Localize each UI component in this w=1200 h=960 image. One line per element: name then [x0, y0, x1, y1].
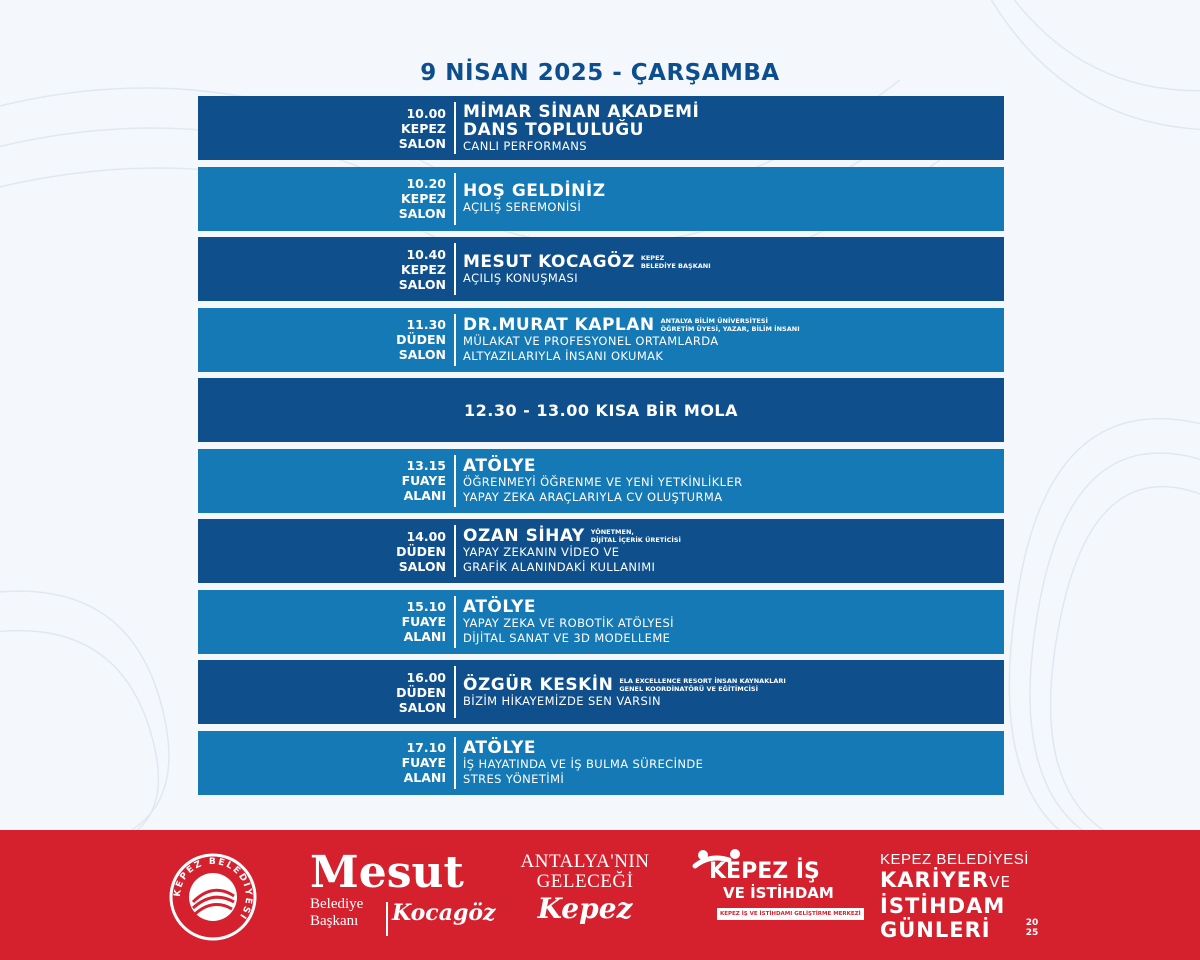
schedule-row [198, 308, 1004, 372]
session-title: ÖZGÜR KESKİN [463, 674, 614, 695]
session-details [456, 96, 1004, 160]
speaker-role: ELA EXCELLENCE RESORT İNSAN KAYNAKLARI GENEL KOORDİNATÖRÜ VE EĞİTİMCİSİ [619, 676, 786, 693]
session-details [456, 308, 1004, 372]
session-location: FUAYE [401, 473, 446, 488]
session-time: 13.15 [406, 458, 446, 473]
schedule-row [198, 449, 1004, 513]
seal-emblem-icon [168, 852, 258, 942]
session-details [456, 731, 1004, 795]
time-location [198, 731, 454, 795]
session-location: DÜDEN [396, 684, 446, 700]
kepez-belediyesi-seal-logo [168, 852, 258, 942]
kepezis-line3: KEPEZ İŞ VE İSTİHDAMI GELİŞTİRME MERKEZİ [717, 908, 864, 920]
antalyanin-gelecegi-logo [520, 852, 650, 926]
mesut-signature: Kocagöz [392, 900, 496, 926]
session-time: 11.30 [406, 317, 446, 332]
session-subtitle: İŞ HAYATINDA VE İŞ BULMA SÜRECİNDE STRES YÖNETİMİ [463, 756, 704, 786]
session-title: HOŞ GELDİNİZ [463, 181, 606, 201]
session-subtitle: ÖĞRENMEYİ ÖĞRENME VE YENİ YETKİNLİKLER YAPAY ZEKA ARAÇLARIYLA CV OLUŞTURMA [463, 474, 743, 504]
kepezis-line2: VE İSTİHDAM [723, 884, 834, 902]
time-location [198, 519, 454, 583]
session-headline [463, 316, 1004, 334]
schedule-row [198, 660, 1004, 724]
session-subtitle: MÜLAKAT VE PROFESYONEL ORTAMLARDA ALTYAZILARIYLA İNSANI OKUMAK [463, 333, 719, 363]
break-row: 12.30 - 13.00 KISA BİR MOLA [198, 378, 1004, 442]
kariyer-year [1024, 918, 1040, 938]
session-subtitle: AÇILIŞ KONUŞMASI [463, 270, 579, 285]
speaker-role: YÖNETMEN, DİJİTAL İÇERİK ÜRETİCİSİ [590, 528, 681, 544]
time-location [198, 660, 454, 724]
session-subtitle: AÇILIŞ SEREMONİSİ [463, 200, 582, 214]
session-details [456, 660, 1004, 724]
session-details [456, 590, 1004, 654]
session-time: 16.00 [406, 669, 446, 685]
session-location: KEPEZ [401, 191, 446, 206]
speaker-role: ANTALYA BİLİM ÜNİVERSİTESİ ÖĞRETİM ÜYESİ, YAZAR, BİLİM İNSANI [660, 316, 800, 333]
session-location: FUAYE [401, 614, 446, 629]
session-location-type: ALANI [403, 629, 446, 644]
session-details [456, 237, 1004, 301]
session-location: KEPEZ [401, 261, 446, 277]
kariyer-line1: KEPEZ BELEDİYESİ [880, 851, 1029, 868]
schedule-row [198, 96, 1004, 160]
session-location-type: SALON [398, 276, 446, 292]
session-title: ATÖLYE [463, 596, 536, 617]
antalya-line2: GELECEĞİ [536, 871, 634, 892]
session-time: 14.00 [406, 528, 446, 544]
session-subtitle: CANLI PERFORMANS [463, 138, 587, 153]
kepez-is-ve-istihdam-logo [685, 846, 861, 920]
time-location [198, 167, 454, 231]
schedule-row [198, 237, 1004, 301]
schedule-row [198, 590, 1004, 654]
session-headline [463, 527, 1004, 545]
session-subtitle: YAPAY ZEKA VE ROBOTİK ATÖLYESİ DİJİTAL SANAT VE 3D MODELLEME [463, 615, 674, 645]
session-headline [463, 253, 1004, 271]
session-details [456, 519, 1004, 583]
session-headline [463, 103, 1004, 139]
mesut-divider [386, 902, 388, 936]
schedule-list [198, 96, 1004, 801]
people-figure-icon [685, 846, 745, 886]
kariyer-ve: VE [989, 873, 1011, 891]
session-location: DÜDEN [396, 332, 446, 347]
time-location [198, 449, 454, 513]
mesut-title-line2: Başkanı [310, 913, 359, 929]
time-location [198, 237, 454, 301]
session-location-type: SALON [398, 699, 446, 715]
mesut-title-line1: Belediye [310, 896, 364, 912]
session-headline [463, 739, 1004, 757]
session-time: 15.10 [406, 599, 446, 614]
session-headline [463, 457, 1004, 475]
session-title: ATÖLYE [463, 455, 536, 476]
session-subtitle: BİZİM HİKAYEMİZDE SEN VARSIN [463, 693, 662, 708]
session-location-type: SALON [398, 347, 446, 362]
kepezis-line1: KEPEZ İŞ [709, 859, 820, 884]
session-headline [463, 598, 1004, 616]
session-location: FUAYE [401, 755, 446, 770]
session-location-type: SALON [398, 206, 446, 221]
session-location-type: ALANI [403, 488, 446, 503]
seal-text: KEPEZ BELEDİYESİ [172, 856, 254, 922]
footer-logo-bar [0, 830, 1200, 960]
speaker-role: KEPEZ BELEDİYE BAŞKANI [640, 253, 711, 270]
session-location-type: SALON [398, 558, 446, 574]
time-location [198, 308, 454, 372]
session-headline [463, 182, 1004, 200]
time-location [198, 96, 454, 160]
kariyer-word: KARİYER [880, 868, 990, 892]
session-title: ATÖLYE [463, 737, 536, 758]
kariyer-line4: GÜNLERİ [880, 918, 991, 942]
session-details [456, 167, 1004, 231]
session-time: 17.10 [406, 740, 446, 755]
schedule-row [198, 731, 1004, 795]
session-location: KEPEZ [401, 120, 446, 136]
antalya-line3: Kepez [537, 892, 633, 925]
session-details [456, 449, 1004, 513]
kariyer-year-bottom: 25 [1025, 928, 1039, 938]
session-title: OZAN SİHAY [463, 526, 585, 546]
kariyer-istihdam-gunleri-logo [880, 852, 1040, 942]
session-location: DÜDEN [396, 543, 446, 559]
session-title: MESUT KOCAGÖZ [463, 251, 635, 272]
session-location-type: SALON [398, 135, 446, 151]
kariyer-year-top: 20 [1025, 918, 1039, 928]
time-location [198, 590, 454, 654]
kariyer-line2 [880, 868, 1040, 894]
session-title: DR.MURAT KAPLAN [463, 314, 655, 335]
session-time: 10.00 [406, 105, 446, 121]
schedule-row [198, 519, 1004, 583]
schedule-row [198, 167, 1004, 231]
session-headline [463, 676, 1004, 694]
page-title: 9 NİSAN 2025 - ÇARŞAMBA [420, 60, 780, 86]
mesut-name: Mesut [310, 847, 464, 898]
session-subtitle: YAPAY ZEKANIN VİDEO VE GRAFİK ALANINDAKİ KULLANIMI [463, 545, 656, 574]
mesut-kocagoz-logo [310, 847, 496, 930]
session-time: 10.20 [406, 176, 446, 191]
session-location-type: ALANI [403, 770, 446, 785]
session-title: MİMAR SİNAN AKADEMİ DANS TOPLULUĞU [463, 101, 700, 140]
antalya-line1: ANTALYA'NIN [520, 851, 650, 872]
session-time: 10.40 [406, 246, 446, 262]
kariyer-line3: İSTİHDAM [880, 894, 1006, 918]
